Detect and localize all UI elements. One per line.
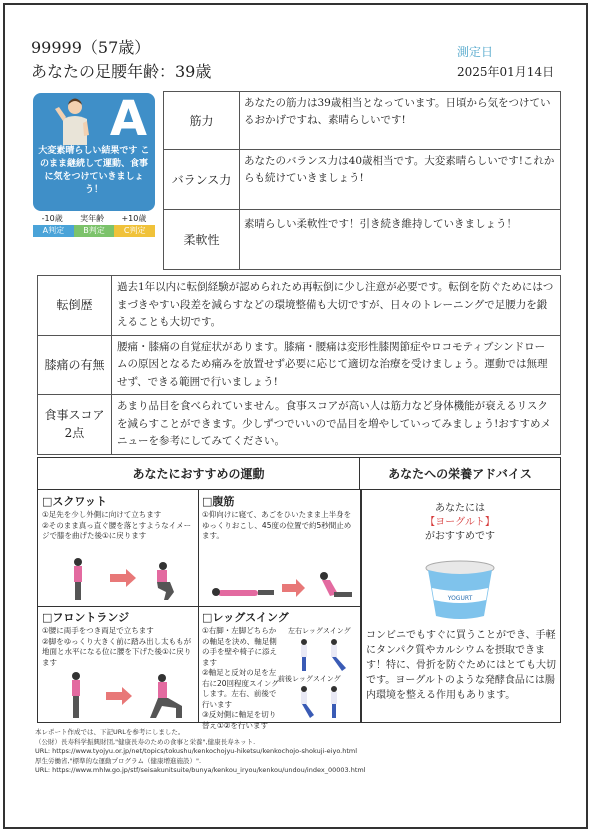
yogurt-label: YOGURT (447, 595, 473, 602)
measure-date: 2025年01月14日 (457, 65, 555, 79)
ability-text: あなたの筋力は39歳相当となっています。日頃から気をつけているおかげですね、素晴らしいです! (240, 92, 561, 150)
exercise-desc: ①腰に両手をつき両足で立ちます ②脚をゆっくり大きく前に踏み出し太ももが地面と水平になる位に腰を下げた後①に戻ります (42, 626, 192, 667)
reference-line: URL: https://www.tyojyu.or.jp/net/topics/tokushu/kenkochojyu-hiketsu/kenkochojo-shokuji-eiyo.html (35, 747, 358, 755)
exercise-title: □腹筋 (202, 495, 235, 508)
scale-label: 実年齢 (80, 214, 105, 223)
nutrition-food: 【ヨーグルト】 (425, 517, 495, 528)
waist-age: あなたの足腰年齢：39歳 (31, 62, 212, 81)
ability-name: 柔軟性 (164, 210, 240, 270)
nutrition-header: あなたへの栄養アドバイス (360, 458, 560, 490)
exercise-leg-swing (202, 610, 289, 731)
ability-row (164, 92, 561, 150)
risk-row (38, 335, 561, 395)
front-swing-illustration (290, 685, 354, 719)
risk-name: 転倒歴 (38, 276, 112, 336)
yogurt-icon (418, 558, 502, 622)
risk-row (38, 276, 561, 336)
ability-row (164, 150, 561, 210)
exercise-title: □フロントランジ (42, 611, 130, 624)
measure-date-label: 測定日 (457, 45, 494, 59)
nutrition-body: コンビニでもすぐに買うことができ、手軽にタンパク質やカルシウムを摂取できます！特に、骨折を防ぐためにはとても大切です。ヨーグルトのような発酵食品には腸内環境を整える作用もあります。 (366, 630, 556, 701)
exercise-desc: ①右脚・左脚どちらかの軸足を決め、軸足側の手を壁や椅子に添えます ②軸足と反対の足を左右に20回程度スイングします。左右、前後で行います ③反対側に軸足を切り替え①②を行います (202, 626, 279, 730)
ability-text: あなたのバランス力は40歳相当です。大変素晴らしいです!これからも続けていきましょう! (240, 150, 561, 210)
risk-row (38, 395, 561, 455)
reference-line: 厚生労働省,"標準的な運動プログラム（健康増進施設）". (35, 756, 202, 765)
exercise-title: □レッグスイング (202, 611, 289, 624)
ability-table (163, 91, 561, 270)
exercise-desc: ①仰向けに寝て、あごをひいたまま上半身をゆっくりおこし、45度の位置で約5秒間止めます。 (202, 510, 352, 540)
abs-illustration (208, 562, 358, 602)
exercise-desc: ①足先を少し外側に向けて立ちます ②そのまま真っ直ぐ腰を落とすようなイメージで膝を曲げた後①に戻ります (42, 510, 192, 540)
reference-line: 本レポート作成では、下記URLを参考にしました。 (35, 728, 185, 736)
exercise-header: あなたにおすすめの運動 (38, 458, 360, 490)
exercise-squat (42, 494, 196, 542)
risk-name: 食事スコア 2点 (38, 395, 112, 455)
id-age: 99999（57歳） (31, 38, 151, 57)
side-swing-illustration (290, 638, 354, 672)
lunge-illustration (58, 670, 188, 720)
front-swing-caption: 前後レッグスイング (278, 675, 341, 683)
scale-label: -10歳 (41, 214, 63, 223)
nutrition-intro: あなたには (435, 503, 485, 514)
risk-text: あまり品目を食べられていません。食事スコアが高い人は筋力など身体機能が衰えるリスクを減らすことができます。少しずつでいいので品目を増やしていってみましょう!おすすめメニューを参考にしてみてください。 (112, 395, 561, 455)
recommendation-box (37, 457, 561, 730)
exercise-abs (202, 494, 356, 542)
risk-text: 腰痛・膝痛の自覚症状があります。膝痛・腰痛は変形性膝関節症やロコモティブシンドロームの原因となるため痛みを放置せず必要に応じて適切な治療を受けましょう。運動では無理せず、できる範囲で行いましょう! (112, 335, 561, 395)
grade-scale (33, 213, 155, 241)
exercise-title: □スクワット (42, 495, 107, 508)
grade-card (33, 93, 155, 211)
grade-message: 大変素晴らしい結果です このまま継続して運動、食事に気をつけていきましょう！ (38, 146, 150, 195)
squat-illustration (58, 556, 188, 602)
ability-name: バランス力 (164, 150, 240, 210)
risk-text: 過去1年以内に転倒経験が認められため再転倒に少し注意が必要です。転倒を防ぐためにはつまづきやすい段差を減らすなどの環境整備も大切ですが、日々のトレーニングで足腰力を鍛えることも大切です。 (112, 276, 561, 336)
nutrition-panel (360, 490, 560, 722)
grade-c-segment: C判定 (114, 225, 155, 237)
grade-a-segment: A判定 (33, 225, 74, 237)
risk-table (37, 275, 561, 455)
nutrition-intro-end: がおすすめです (424, 531, 496, 542)
references (35, 728, 565, 776)
exercise-front-lunge (42, 610, 196, 668)
report-page (3, 3, 588, 829)
grade-b-segment: B判定 (74, 225, 115, 237)
risk-name: 膝痛の有無 (38, 335, 112, 395)
side-swing-caption: 左右レッグスイング (288, 627, 351, 635)
ability-name: 筋力 (164, 92, 240, 150)
grade-letter: A (109, 93, 147, 147)
scale-label: +10歳 (121, 214, 147, 223)
ability-row (164, 210, 561, 270)
reference-line: （公財）長寿科学振興財団,"健康長寿のための食事と栄養",健康長寿ネット. (35, 737, 256, 746)
ability-text: 素晴らしい柔軟性です！引き続き維持していきましょう！ (240, 210, 561, 270)
reference-line: URL: https://www.mhlw.go.jp/stf/seisakunitsuite/bunya/kenkou_iryou/kenkou/undou/index_00003.html (35, 766, 366, 774)
person-illustration (51, 95, 97, 145)
